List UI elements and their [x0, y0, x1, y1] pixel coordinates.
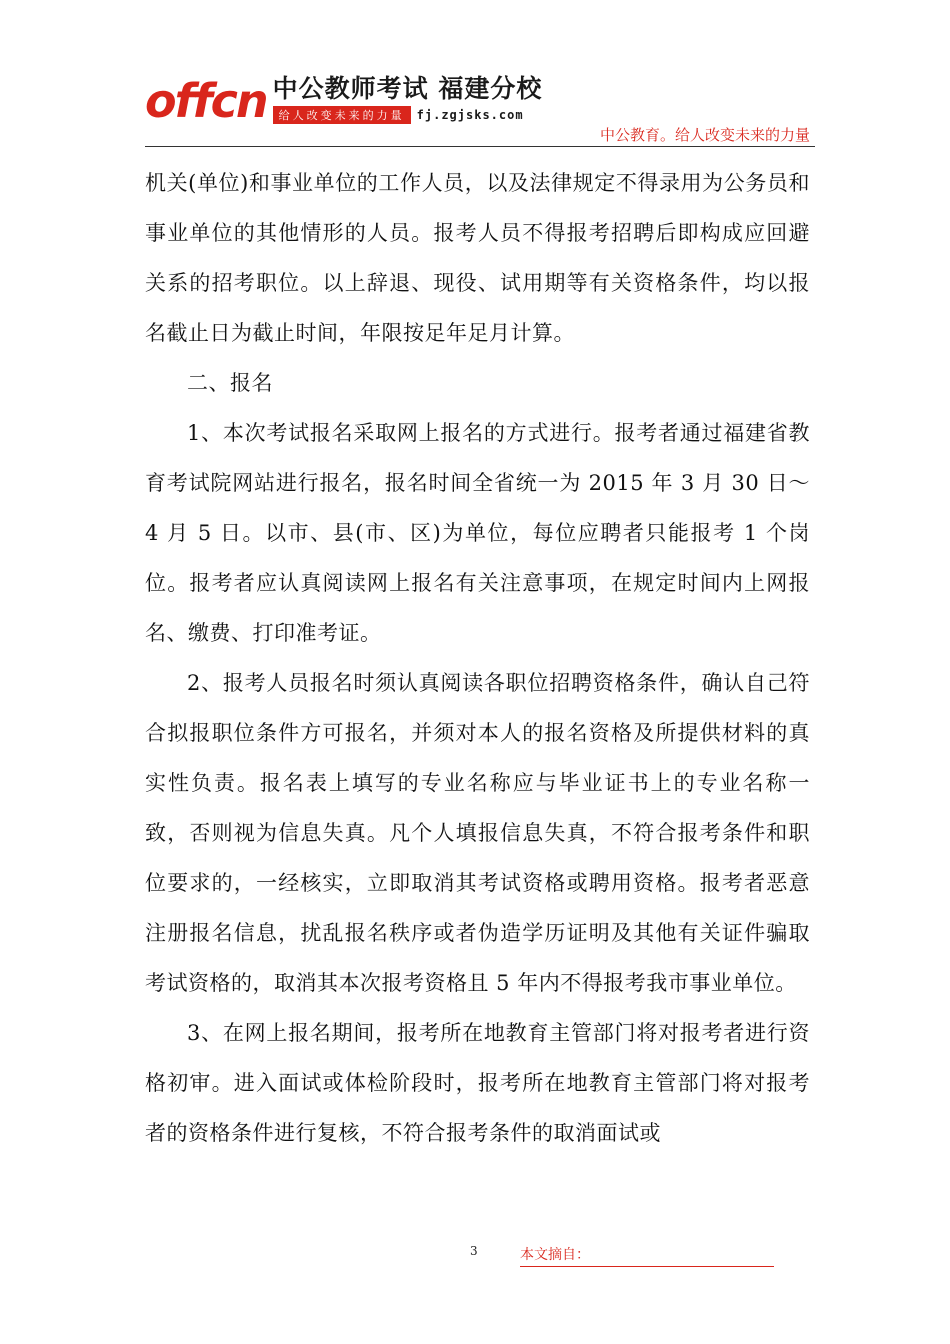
paragraph-item-3: 3、在网上报名期间，报考所在地教育主管部门将对报考者进行资格初审。进入面试或体检阶段时，报考所在地教育主管部门将对报考者的资格条件进行复核，不符合报考条件的取消面试或 [145, 1021, 810, 1145]
header-divider [145, 146, 815, 147]
logo-slogan: 给人改变未来的力量 [273, 106, 411, 124]
page-number: 3 [470, 1244, 478, 1258]
logo-mark: offcn [145, 74, 267, 128]
page-header [145, 68, 815, 148]
logo-text-block [273, 74, 543, 124]
document-body [145, 158, 810, 1158]
section-heading-registration: 二、报名 [187, 371, 273, 395]
header-tagline: 中公教育。给人改变未来的力量 [599, 126, 810, 144]
paragraph-item-1: 1、本次考试报名采取网上报名的方式进行。报考者通过福建省教育考试院网站进行报名，报名时间全省统一为 2015 年 3 月 30 日～4 月 5 日。以市、县(市、区)为单位，每位应聘者只能报考 1 个岗位。报考者应认真阅读网上报名有关注意事项，在规定时间内上网报名、缴费、打印准考证。 [145, 421, 810, 645]
paragraph-item-2: 2、报考人员报名时须认真阅读各职位招聘资格条件，确认自己符合拟报职位条件方可报名，并须对本人的报名资格及所提供材料的真实性负责。报名表上填写的专业名称应与毕业证书上的专业名称一致，否则视为信息失真。凡个人填报信息失真，不符合报考条件和职位要求的，一经核实，立即取消其考试资格或聘用资格。报考者恶意注册报名信息，扰乱报名秩序或者伪造学历证明及其他有关证件骗取考试资格的，取消其本次报考资格且 5 年内不得报考我市事业单位。 [145, 671, 810, 995]
logo-url: fj.zgjsks.com [416, 108, 524, 122]
page-footer [470, 1244, 790, 1268]
logo-title: 中公教师考试 福建分校 [272, 74, 543, 103]
paragraph-continuation: 机关(单位)和事业单位的工作人员，以及法律规定不得录用为公务员和事业单位的其他情形的人员。报考人员不得报考招聘后即构成应回避关系的招考职位。以上辞退、现役、试用期等有关资格条件，均以报名截止日为截止时间，年限按足年足月计算。 [145, 171, 810, 345]
source-link[interactable]: 本文摘自： [520, 1244, 774, 1267]
offcn-logo [145, 74, 543, 128]
logo-subline [273, 106, 543, 124]
